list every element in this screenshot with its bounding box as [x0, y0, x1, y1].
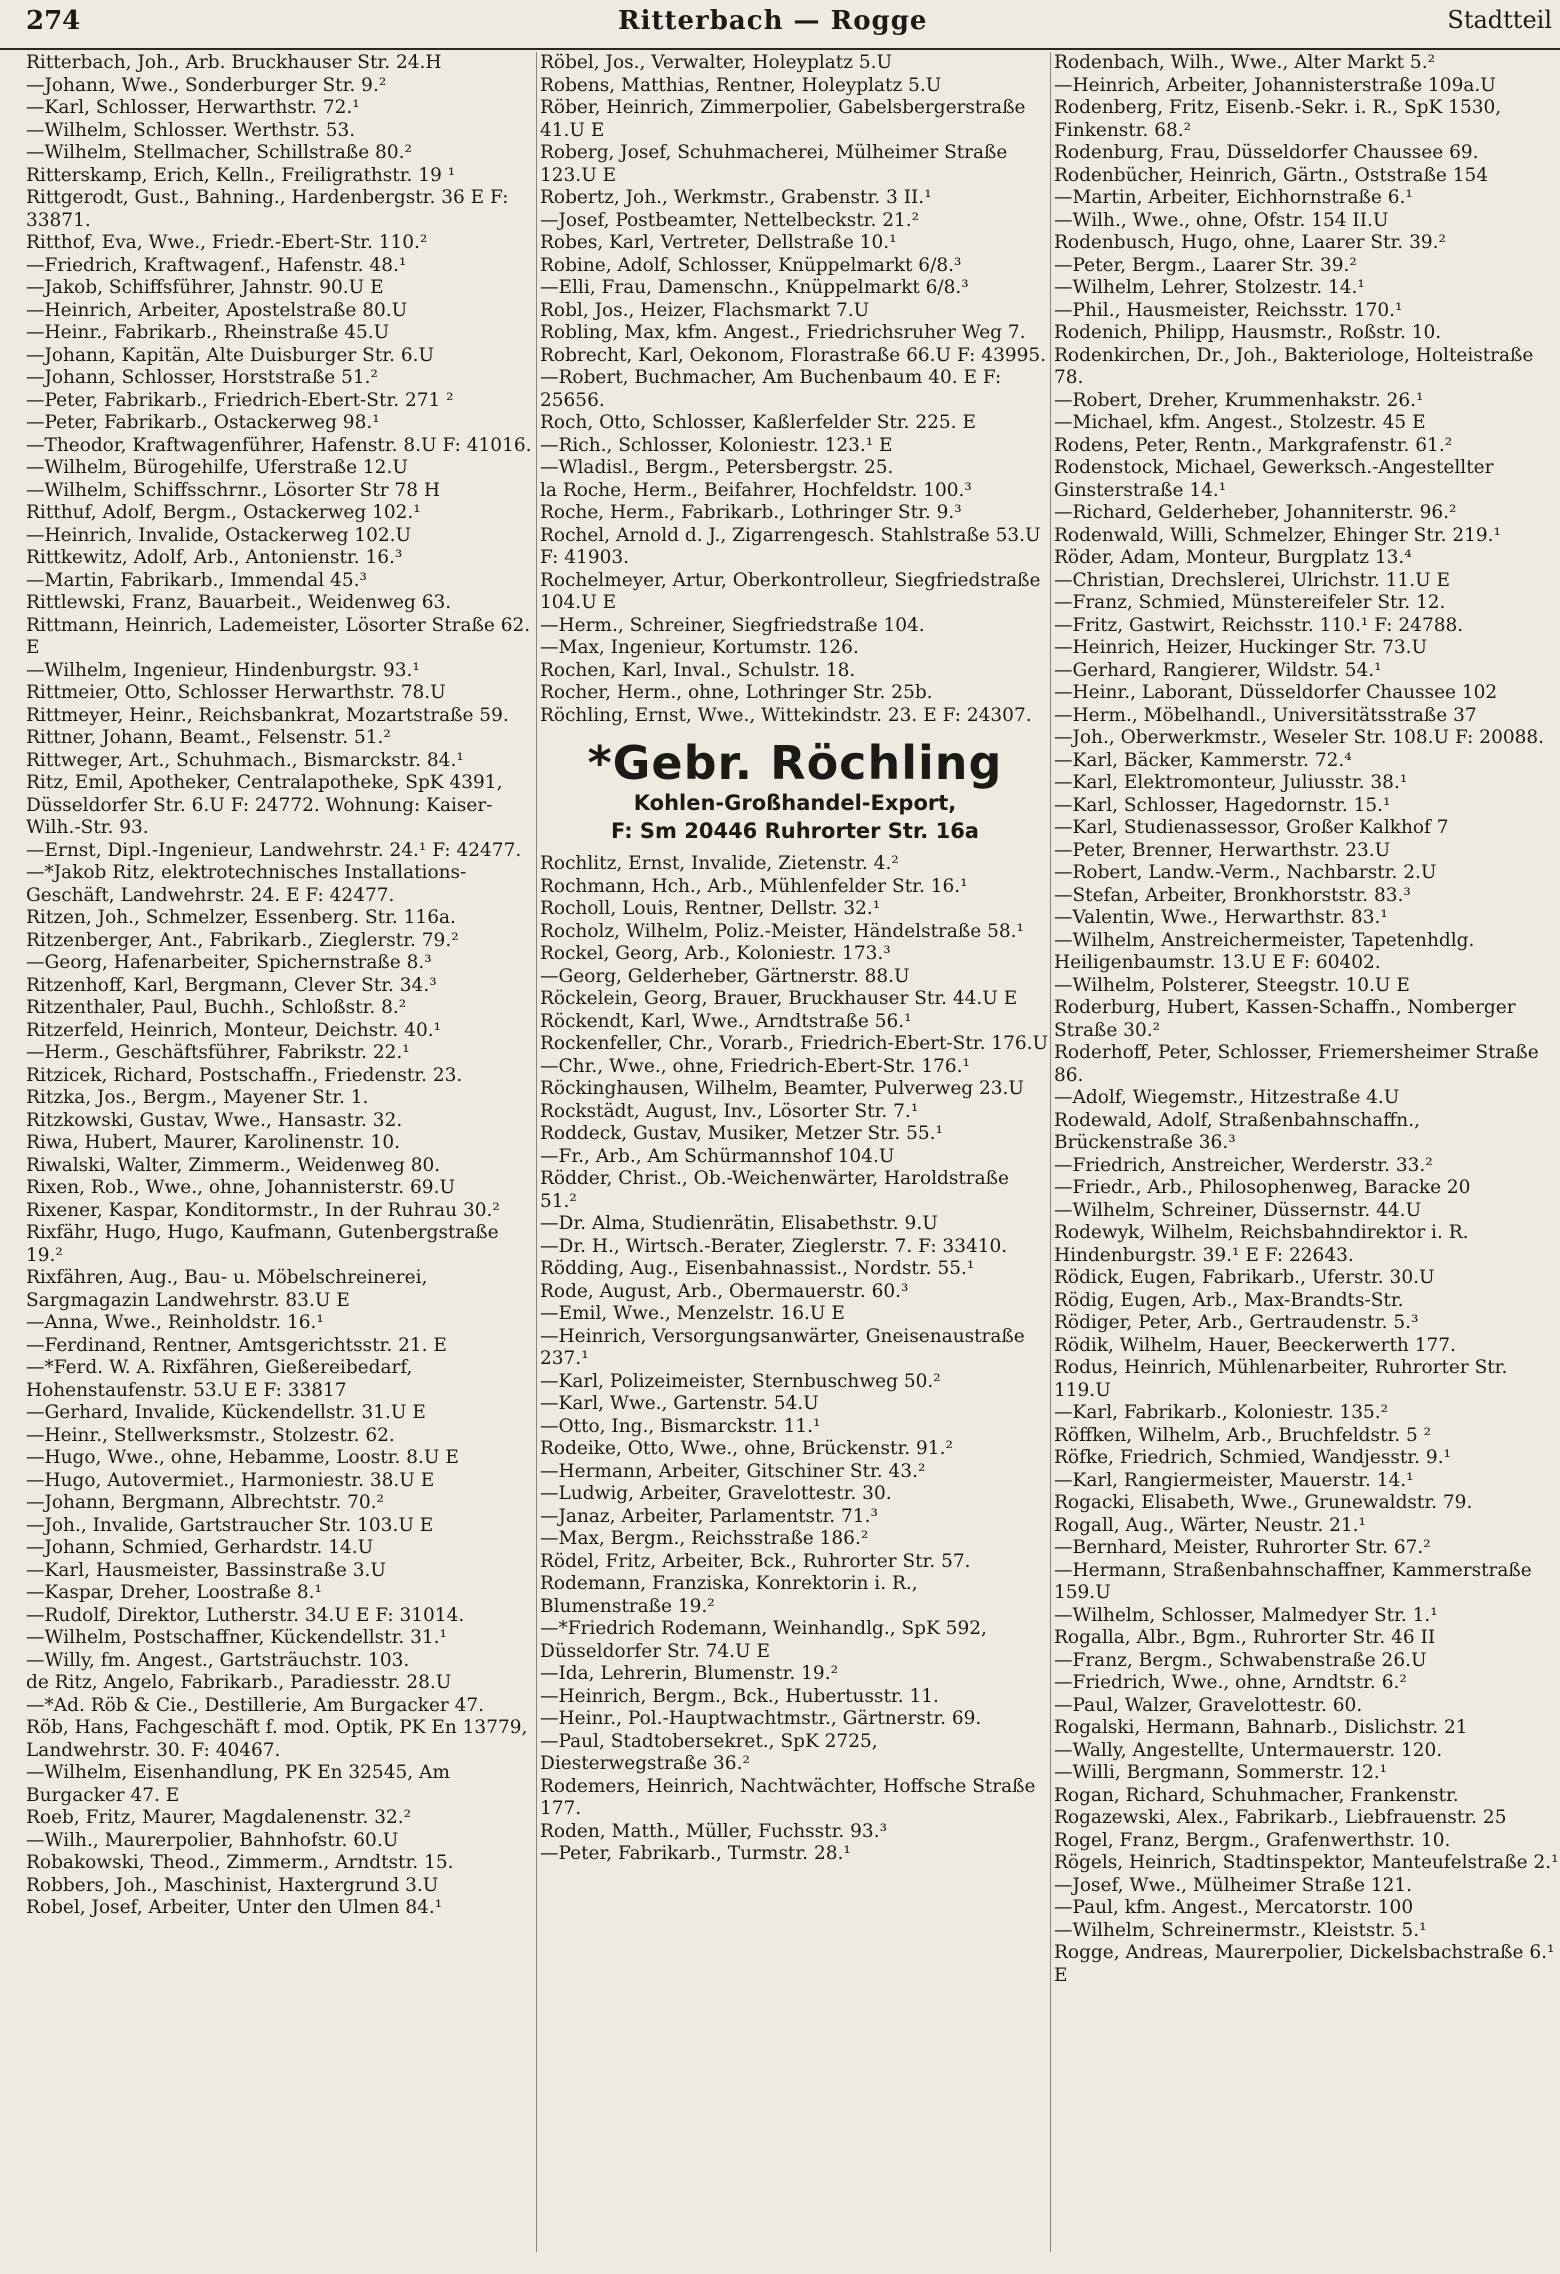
directory-entry: Robine, Adolf, Schlosser, Knüppelmarkt 6/8.³ [540, 254, 962, 276]
directory-entry: Rodenstock, Michael, Gewerksch.-Angestellter Ginsterstraße 14.¹ [1054, 457, 1494, 501]
directory-entry: Rittmann, Heinrich, Lademeister, Lösorter Straße 62. E [26, 614, 531, 658]
directory-entry: Robertz, Joh., Werkmstr., Grabenstr. 3 II.¹ [540, 187, 932, 208]
directory-entry: —Michael, kfm. Angest., Stolzestr. 45 E [1054, 412, 1426, 433]
directory-entry: Rogel, Franz, Bergm., Grafenwerthstr. 10. [1054, 1829, 1451, 1851]
directory-entry: —Willi, Bergmann, Sommerstr. 12.¹ [1054, 1762, 1388, 1783]
directory-entry: Röffken, Wilhelm, Arb., Bruchfeldstr. 5 ² [1054, 1424, 1432, 1446]
directory-entry: —Dr. H., Wirtsch.-Berater, Zieglerstr. 7. F: 33410. [540, 1235, 1008, 1257]
directory-entry: —Heinrich, Bergm., Bck., Hubertusstr. 11. [540, 1685, 939, 1707]
directory-entry: Rödig, Eugen, Arb., Max-Brandts-Str. [1054, 1289, 1404, 1311]
directory-entry: Roeb, Fritz, Maurer, Magdalenenstr. 32.² [26, 1807, 412, 1828]
directory-entry: —Wilh., Maurerpolier, Bahnhofstr. 60.U [26, 1829, 399, 1851]
directory-entry: —Karl, Polizeimeister, Sternbuschweg 50.² [540, 1370, 941, 1392]
advertisement [540, 737, 1050, 845]
directory-entry: —Heinrich, Versorgungsanwärter, Gneisenaustraße 237.¹ [540, 1325, 1025, 1369]
advertisement-line: F: Sm 20446 Ruhrorter Str. 16a [611, 819, 979, 843]
directory-entry: Röber, Heinrich, Zimmerpolier, Gabelsbergerstraße 41.U E [540, 97, 1026, 141]
directory-entry: —Chr., Wwe., ohne, Friedrich-Ebert-Str. 176.¹ [540, 1055, 970, 1077]
directory-entry: —*Ferd. W. A. Rixfähren, Gießereibedarf, Hohenstaufenstr. 53.U E F: 33817 [26, 1357, 413, 1401]
directory-entry: Rochen, Karl, Inval., Schulstr. 18. [540, 659, 856, 681]
directory-entry: —Heinrich, Heizer, Huckinger Str. 73.U [1054, 637, 1428, 658]
column-divider [536, 52, 537, 2252]
directory-entry: Rodemers, Heinrich, Nachtwächter, Hoffsche Straße 177. [540, 1775, 1036, 1819]
directory-entry: Rogalski, Hermann, Bahnarb., Dislichstr. 21 [1054, 1717, 1468, 1738]
directory-entry: —Herm., Schreiner, Siegfriedstraße 104. [540, 614, 925, 636]
directory-entry: —Fritz, Gastwirt, Reichsstr. 110.¹ F: 24788. [1054, 614, 1464, 636]
directory-entry: —Herm., Möbelhandl., Universitätsstraße 37 [1054, 704, 1477, 726]
directory-entry: —Peter, Fabrikarb., Friedrich-Ebert-Str. 271 ² [26, 389, 454, 411]
directory-entry: —Wilh., Wwe., ohne, Ofstr. 154 II.U [1054, 209, 1389, 231]
directory-entry: Rixfähren, Aug., Bau- u. Möbelschreinerei, Sargmagazin Landwehrstr. 83.U E [26, 1267, 428, 1311]
directory-entry: Röder, Adam, Monteur, Burgplatz 13.⁴ [1054, 547, 1412, 568]
directory-entry: Robes, Karl, Vertreter, Dellstraße 10.¹ [540, 232, 897, 253]
directory-entry: Robrecht, Karl, Oekonom, Florastraße 66.U F: 43995. [540, 344, 1047, 366]
directory-entry: —*Friedrich Rodemann, Weinhandlg., SpK 592, Düsseldorfer Str. 74.U E [540, 1618, 987, 1662]
directory-entry: Rödder, Christ., Ob.-Weichenwärter, Haroldstraße 51.² [540, 1168, 1009, 1212]
directory-entry: —Karl, Rangiermeister, Mauerstr. 14.¹ [1054, 1469, 1414, 1491]
directory-entry: Ritz, Emil, Apotheker, Centralapotheke, SpK 4391, Düsseldorfer Str. 6.U F: 24772. Wohnung: Kaiser-Wilh.-Str. 93. [26, 772, 503, 838]
directory-entry: Rixen, Rob., Wwe., ohne, Johannisterstr. 69.U [26, 1177, 456, 1198]
directory-entry: Robel, Josef, Arbeiter, Unter den Ulmen 84.¹ [26, 1897, 443, 1918]
directory-entry: Rodewyk, Wilhelm, Reichsbahndirektor i. R. Hindenburgstr. 39.¹ E F: 22643. [1054, 1222, 1469, 1266]
directory-entry: Roden, Matth., Müller, Fuchsstr. 93.³ [540, 1820, 888, 1842]
directory-entry: Rögels, Heinrich, Stadtinspektor, Manteufelstraße 2.¹ [1054, 1852, 1559, 1873]
directory-entry: Röckelein, Georg, Brauer, Bruckhauser Str. 44.U E [540, 988, 1018, 1009]
directory-entry: Rockenfeller, Chr., Vorarb., Friedrich-Ebert-Str. 176.U [540, 1033, 1049, 1054]
directory-entry: Röchling, Ernst, Wwe., Wittekindstr. 23. E F: 24307. [540, 704, 1032, 726]
page-title: Ritterbach — Rogge [618, 6, 928, 36]
directory-entry: —Johann, Schlosser, Horststraße 51.² [26, 367, 378, 388]
directory-entry: —Karl, Studienassessor, Großer Kalkhof 7 [1054, 817, 1449, 838]
section-label: Stadtteil [1447, 6, 1552, 34]
directory-entry: —Robert, Dreher, Krummenhakstr. 26.¹ [1054, 389, 1424, 411]
directory-entry: Ritzicek, Richard, Postschaffn., Friedenstr. 23. [26, 1064, 463, 1086]
directory-entry: Roderburg, Hubert, Kassen-Schaffn., Nomberger Straße 30.² [1054, 997, 1516, 1041]
directory-entry: —Wilhelm, Bürogehilfe, Uferstraße 12.U [26, 457, 408, 478]
directory-entry: —Heinr., Pol.-Hauptwachtmstr., Gärtnerstr. 69. [540, 1708, 982, 1729]
directory-entry: —Gerhard, Rangierer, Wildstr. 54.¹ [1054, 659, 1382, 681]
directory-entry: Robens, Matthias, Rentner, Holeyplatz 5.U [540, 74, 942, 96]
directory-entry: —Karl, Hausmeister, Bassinstraße 3.U [26, 1559, 386, 1581]
directory-entry: Rogge, Andreas, Maurerpolier, Dickelsbachstraße 6.¹ E [1054, 1942, 1555, 1986]
directory-entry: —Wilhelm, Postschaffner, Kückendellstr. 31.¹ [26, 1627, 447, 1648]
directory-entry: —Wilhelm, Eisenhandlung, PK En 32545, Am Burgacker 47. E [26, 1762, 450, 1806]
directory-entry: —Wilhelm, Stellmacher, Schillstraße 80.² [26, 142, 412, 163]
directory-entry: —Heinrich, Invalide, Ostackerweg 102.U [26, 524, 412, 546]
directory-entry: —Robert, Landw.-Verm., Nachbarstr. 2.U [1054, 862, 1437, 883]
directory-entry: —Karl, Wwe., Gartenstr. 54.U [540, 1393, 819, 1414]
directory-entry: Rodeike, Otto, Wwe., ohne, Brückenstr. 91.² [540, 1438, 953, 1459]
directory-entry: —Kaspar, Dreher, Loostraße 8.¹ [26, 1582, 322, 1603]
directory-entry: —Heinr., Laborant, Düsseldorfer Chaussee 102 [1054, 682, 1498, 703]
directory-entry: —*Jakob Ritz, elektrotechnisches Installations-Geschäft, Landwehrstr. 24. E F: 42477. [26, 862, 467, 906]
directory-entry: —Hermann, Straßenbahnschaffner, Kammerstraße 159.U [1054, 1559, 1532, 1603]
directory-entry: —Peter, Brenner, Herwarthstr. 23.U [1054, 839, 1391, 861]
directory-entry: —Otto, Ing., Bismarckstr. 11.¹ [540, 1415, 821, 1437]
directory-entry: —Josef, Wwe., Mülheimer Straße 121. [1054, 1874, 1413, 1896]
directory-entry: Rocholz, Wilhelm, Poliz.-Meister, Händelstraße 58.¹ [540, 920, 1024, 942]
directory-entry: —Joh., Oberwerkmstr., Weseler Str. 108.U F: 20088. [1054, 727, 1545, 748]
directory-entry: —Joh., Invalide, Gartstraucher Str. 103.U E [26, 1514, 434, 1536]
directory-entry: Rogall, Aug., Wärter, Neustr. 21.¹ [1054, 1514, 1366, 1536]
directory-entry: Riwa, Hubert, Maurer, Karolinenstr. 10. [26, 1132, 400, 1153]
directory-entry: Rittweger, Art., Schuhmach., Bismarckstr. 84.¹ [26, 749, 464, 771]
directory-entry: —Emil, Wwe., Menzelstr. 16.U E [540, 1303, 845, 1324]
directory-entry: —Karl, Elektromonteur, Juliusstr. 38.¹ [1054, 772, 1408, 793]
directory-entry: Ritzkowski, Gustav, Wwe., Hansastr. 32. [26, 1109, 403, 1131]
column-1 [26, 52, 536, 1920]
directory-entry: Ritzka, Jos., Bergm., Mayener Str. 1. [26, 1087, 369, 1108]
directory-entry: Rodenberg, Fritz, Eisenb.-Sekr. i. R., SpK 1530, Finkenstr. 68.² [1054, 97, 1502, 141]
directory-entry: —*Ad. Röb & Cie., Destillerie, Am Burgacker 47. [26, 1694, 485, 1716]
directory-entry: Röb, Hans, Fachgeschäft f. mod. Optik, PK En 13779, Landwehrstr. 30. F: 40467. [26, 1717, 528, 1761]
directory-entry: Rocher, Herm., ohne, Lothringer Str. 25b. [540, 682, 933, 703]
directory-entry: —Wilhelm, Schlosser. Werthstr. 53. [26, 119, 356, 141]
directory-entry: Röfke, Friedrich, Schmied, Wandjesstr. 9.¹ [1054, 1447, 1451, 1468]
directory-entry: —Rich., Schlosser, Koloniestr. 123.¹ E [540, 434, 893, 456]
directory-entry: —Jakob, Schiffsführer, Jahnstr. 90.U E [26, 277, 384, 298]
directory-entry: Robakowski, Theod., Zimmerm., Arndtstr. 15. [26, 1852, 454, 1873]
directory-entry: —Wilhelm, Schlosser, Malmedyer Str. 1.¹ [1054, 1604, 1438, 1626]
directory-entry: Rodenkirchen, Dr., Joh., Bakteriologe, Holteistraße 78. [1054, 344, 1534, 388]
directory-entry: —Ferdinand, Rentner, Amtsgerichtsstr. 21. E [26, 1334, 447, 1356]
directory-entry: Ritzenhoff, Karl, Bergmann, Clever Str. 34.³ [26, 974, 437, 996]
directory-entry: —Christian, Drechslerei, Ulrichstr. 11.U E [1054, 569, 1451, 591]
directory-entry: —Wilhelm, Schreinermstr., Kleiststr. 5.¹ [1054, 1919, 1427, 1941]
directory-entry: —Wilhelm, Anstreichermeister, Tapetenhdlg. Heiligenbaumstr. 13.U E F: 60402. [1054, 929, 1475, 973]
directory-entry: Rodenburg, Frau, Düsseldorfer Chaussee 69. [1054, 142, 1479, 163]
directory-entry: —Wilhelm, Schiffsschrnr., Lösorter Str 78 H [26, 479, 440, 501]
directory-entry: Roch, Otto, Schlosser, Kaßlerfelder Str. 225. E [540, 412, 976, 433]
directory-entry: Ritzenberger, Ant., Fabrikarb., Zieglerstr. 79.² [26, 929, 459, 951]
directory-entry: —Heinr., Stellwerksmstr., Stolzestr. 62. [26, 1424, 395, 1446]
advertisement-title: *Gebr. Röchling [587, 736, 1003, 790]
directory-entry: —Theodor, Kraftwagenführer, Hafenstr. 8.U F: 41016. [26, 434, 532, 456]
directory-entry: Rochel, Arnold d. J., Zigarrengesch. Stahlstraße 53.U F: 41903. [540, 524, 1041, 568]
directory-entry: —Dr. Alma, Studienrätin, Elisabethstr. 9.U [540, 1213, 938, 1234]
directory-entry: Riwalski, Walter, Zimmerm., Weidenweg 80. [26, 1154, 441, 1176]
directory-entry: —Wladisl., Bergm., Petersbergstr. 25. [540, 457, 894, 478]
directory-entry: —Max, Bergm., Reichsstraße 186.² [540, 1528, 869, 1549]
directory-entry: —Fr., Arb., Am Schürmannshof 104.U [540, 1145, 895, 1167]
directory-entry: Rochelmeyer, Artur, Oberkontrolleur, Siegfriedstraße 104.U E [540, 569, 1041, 613]
directory-entry: Ritzen, Joh., Schmelzer, Essenberg. Str. 116a. [26, 907, 456, 928]
directory-entry: —Wilhelm, Polsterer, Steegstr. 10.U E [1054, 974, 1410, 996]
directory-entry: Rixfähr, Hugo, Hugo, Kaufmann, Gutenbergstraße 19.² [26, 1222, 499, 1266]
directory-entry: —Janaz, Arbeiter, Parlamentstr. 71.³ [540, 1505, 878, 1527]
directory-entry: —Franz, Bergm., Schwabenstraße 26.U [1054, 1649, 1427, 1671]
directory-entry: Rittmeyer, Heinr., Reichsbankrat, Mozartstraße 59. [26, 704, 509, 726]
directory-entry: —Martin, Arbeiter, Eichhornstraße 6.¹ [1054, 187, 1413, 208]
directory-entry: —Stefan, Arbeiter, Bronkhorststr. 83.³ [1054, 884, 1411, 906]
directory-entry: —Wilhelm, Ingenieur, Hindenburgstr. 93.¹ [26, 659, 420, 681]
directory-entry: Röckinghausen, Wilhelm, Beamter, Pulverweg 23.U [540, 1078, 1025, 1099]
directory-entry: —Paul, Stadtobersekret., SpK 2725, Diesterwegstraße 36.² [540, 1730, 878, 1774]
directory-entry: Röckendt, Karl, Wwe., Arndtstraße 56.¹ [540, 1010, 912, 1032]
directory-entry: Rittlewski, Franz, Bauarbeit., Weidenweg 63. [26, 592, 452, 613]
directory-entry: Rödding, Aug., Eisenbahnassist., Nordstr. 55.¹ [540, 1258, 975, 1279]
directory-entry: Rogan, Richard, Schuhmacher, Frankenstr. [1054, 1784, 1459, 1806]
directory-entry: —Heinrich, Arbeiter, Johannisterstraße 109a.U [1054, 74, 1496, 96]
directory-entry: Roderhoff, Peter, Schlosser, Friemersheimer Straße 86. [1054, 1042, 1539, 1086]
directory-entry: Robbers, Joh., Maschinist, Haxtergrund 3.U [26, 1874, 439, 1896]
directory-entry: Roddeck, Gustav, Musiker, Metzer Str. 55.¹ [540, 1123, 943, 1144]
directory-entry: —Hermann, Arbeiter, Gitschiner Str. 43.² [540, 1460, 926, 1482]
directory-entry: Rodenbach, Wilh., Wwe., Alter Markt 5.² [1054, 52, 1435, 73]
directory-entry: —Gerhard, Invalide, Kückendellstr. 31.U E [26, 1402, 426, 1423]
directory-entry: Roberg, Josef, Schuhmacherei, Mülheimer Straße 123.U E [540, 142, 1008, 186]
directory-entry: Rodens, Peter, Rentn., Markgrafenstr. 61.² [1054, 434, 1453, 456]
directory-entry: —Martin, Fabrikarb., Immendal 45.³ [26, 569, 367, 591]
directory-entry: —Herm., Geschäftsführer, Fabrikstr. 22.¹ [26, 1042, 410, 1063]
directory-entry: la Roche, Herm., Beifahrer, Hochfeldstr. 100.³ [540, 479, 972, 501]
directory-entry: Rittgerodt, Gust., Bahning., Hardenbergstr. 36 E F: 33871. [26, 187, 509, 231]
directory-entry: Ritthuf, Adolf, Bergm., Ostackerweg 102.¹ [26, 502, 421, 523]
directory-entry: —Heinrich, Arbeiter, Apostelstraße 80.U [26, 299, 408, 321]
directory-entry: —Paul, Walzer, Gravelottestr. 60. [1054, 1694, 1363, 1716]
directory-entry: —Wilhelm, Schreiner, Düssernstr. 44.U [1054, 1199, 1422, 1221]
directory-entry: —Karl, Schlosser, Hagedornstr. 15.¹ [1054, 794, 1391, 816]
column-divider [1050, 52, 1051, 2252]
directory-entry: —Heinr., Fabrikarb., Rheinstraße 45.U [26, 322, 390, 343]
directory-entry: Roche, Herm., Fabrikarb., Lothringer Str. 9.³ [540, 502, 962, 523]
directory-entry: —Josef, Postbeamter, Nettelbeckstr. 21.² [540, 209, 920, 231]
directory-entry: —Karl, Bäcker, Kammerstr. 72.⁴ [1054, 749, 1352, 771]
directory-entry: Rogalla, Albr., Bgm., Ruhrorter Str. 46 II [1054, 1627, 1436, 1648]
directory-entry: —Karl, Schlosser, Herwarthstr. 72.¹ [26, 97, 360, 118]
directory-entry: —Ernst, Dipl.-Ingenieur, Landwehrstr. 24.¹ F: 42477. [26, 839, 522, 861]
directory-entry: Ritzenthaler, Paul, Buchh., Schloßstr. 8.² [26, 997, 407, 1018]
directory-entry: Rodemann, Franziska, Konrektorin i. R., Blumenstraße 19.² [540, 1573, 918, 1617]
directory-entry: Rochlitz, Ernst, Invalide, Zietenstr. 4.² [540, 853, 899, 874]
directory-entry: —Anna, Wwe., Reinholdstr. 16.¹ [26, 1312, 324, 1333]
directory-entry: Rodenbücher, Heinrich, Gärtn., Oststraße 154 [1054, 164, 1489, 186]
directory-entry: —Ida, Lehrerin, Blumenstr. 19.² [540, 1663, 838, 1684]
directory-entry: Ritthof, Eva, Wwe., Friedr.-Ebert-Str. 110.² [26, 232, 428, 253]
directory-entry: Robling, Max, kfm. Angest., Friedrichsruher Weg 7. [540, 322, 1026, 343]
directory-entry: —Wally, Angestellte, Untermauerstr. 120. [1054, 1739, 1443, 1761]
directory-entry: —Max, Ingenieur, Kortumstr. 126. [540, 637, 859, 658]
directory-entry: Rödel, Fritz, Arbeiter, Bck., Ruhrorter Str. 57. [540, 1550, 971, 1572]
directory-entry: —Johann, Schmied, Gerhardstr. 14.U [26, 1537, 374, 1558]
directory-entry: Rockel, Georg, Arb., Koloniestr. 173.³ [540, 943, 891, 964]
column-2 [540, 52, 1050, 1866]
directory-entry: Rogacki, Elisabeth, Wwe., Grunewaldstr. 79. [1054, 1492, 1473, 1513]
directory-entry: Rodewald, Adolf, Straßenbahnschaffn., Brückenstraße 36.³ [1054, 1109, 1420, 1153]
directory-entry: Rodenich, Philipp, Hausmstr., Roßstr. 10. [1054, 322, 1442, 343]
directory-entry: Rogazewski, Alex., Fabrikarb., Liebfrauenstr. 25 [1054, 1807, 1507, 1828]
directory-entry: Rodenbusch, Hugo, ohne, Laarer Str. 39.² [1054, 232, 1446, 253]
directory-entry: —Johann, Kapitän, Alte Duisburger Str. 6.U [26, 344, 435, 366]
directory-entry: Röbel, Jos., Verwalter, Holeyplatz 5.U [540, 52, 893, 73]
directory-entry: Rocholl, Louis, Rentner, Dellstr. 32.¹ [540, 898, 881, 919]
directory-entry: Rixener, Kaspar, Konditormstr., In der Ruhrau 30.² [26, 1199, 500, 1221]
directory-entry: —Peter, Fabrikarb., Ostackerweg 98.¹ [26, 412, 380, 433]
directory-entry: Rödik, Wilhelm, Hauer, Beeckerwerth 177. [1054, 1334, 1456, 1356]
directory-entry: Rittmeier, Otto, Schlosser Herwarthstr. 78.U [26, 682, 446, 703]
directory-entry: Ritterskamp, Erich, Kelln., Freiligrathstr. 19 ¹ [26, 164, 456, 186]
directory-entry: Rodus, Heinrich, Mühlenarbeiter, Ruhrorter Str. 119.U [1054, 1357, 1508, 1401]
directory-entry: —Georg, Hafenarbeiter, Spichernstraße 8.³ [26, 952, 432, 973]
directory-entry: —Wilhelm, Lehrer, Stolzestr. 14.¹ [1054, 277, 1365, 298]
directory-entry: —Richard, Gelderheber, Johanniterstr. 96.² [1054, 502, 1457, 523]
directory-entry: Rödick, Eugen, Fabrikarb., Uferstr. 30.U [1054, 1267, 1435, 1288]
directory-entry: —Peter, Bergm., Laarer Str. 39.² [1054, 254, 1357, 276]
directory-entry: —Phil., Hausmeister, Reichsstr. 170.¹ [1054, 299, 1403, 321]
directory-entry: —Karl, Fabrikarb., Koloniestr. 135.² [1054, 1402, 1389, 1423]
directory-entry: —Willy, fm. Angest., Gartsträuchstr. 103. [26, 1649, 410, 1671]
page-number: 274 [26, 6, 81, 36]
directory-entry: —Friedrich, Kraftwagenf., Hafenstr. 48.¹ [26, 254, 407, 276]
directory-entry: Ritterbach, Joh., Arb. Bruckhauser Str. 24.H [26, 52, 442, 73]
directory-entry: —Peter, Fabrikarb., Turmstr. 28.¹ [540, 1843, 851, 1864]
directory-entry: —Adolf, Wiegemstr., Hitzestraße 4.U [1054, 1087, 1400, 1108]
directory-entry: Rittner, Johann, Beamt., Felsenstr. 51.² [26, 727, 391, 748]
directory-entry: —Johann, Bergmann, Albrechtstr. 70.² [26, 1492, 384, 1513]
directory-entry: Robl, Jos., Heizer, Flachsmarkt 7.U [540, 299, 870, 321]
directory-entry: —Hugo, Wwe., ohne, Hebamme, Loostr. 8.U E [26, 1447, 459, 1468]
directory-entry: —Friedrich, Wwe., ohne, Arndtstr. 6.² [1054, 1672, 1407, 1693]
directory-entry: —Elli, Frau, Damenschn., Knüppelmarkt 6/8.³ [540, 277, 969, 298]
column-3 [1054, 52, 1560, 1987]
directory-entry: Ritzerfeld, Heinrich, Monteur, Deichstr. 40.¹ [26, 1019, 442, 1041]
directory-entry: Rode, August, Arb., Obermauerstr. 60.³ [540, 1280, 909, 1302]
directory-entry: —Bernhard, Meister, Ruhrorter Str. 67.² [1054, 1537, 1431, 1558]
directory-entry: Rittkewitz, Adolf, Arb., Antonienstr. 16.³ [26, 547, 403, 568]
directory-entry: de Ritz, Angelo, Fabrikarb., Paradiesstr. 28.U [26, 1672, 452, 1693]
directory-entry: Rockstädt, August, Inv., Lösorter Str. 7.¹ [540, 1100, 919, 1122]
directory-entry: —Paul, kfm. Angest., Mercatorstr. 100 [1054, 1897, 1414, 1918]
page-header [0, 0, 1560, 50]
directory-entry: —Robert, Buchmacher, Am Buchenbaum 40. E F: 25656. [540, 367, 1002, 411]
directory-entry: —Friedrich, Anstreicher, Werderstr. 33.² [1054, 1154, 1433, 1176]
directory-entry: Rochmann, Hch., Arb., Mühlenfelder Str. 16.¹ [540, 875, 968, 897]
directory-entry: —Hugo, Autovermiet., Harmoniestr. 38.U E [26, 1469, 435, 1491]
directory-entry: —Friedr., Arb., Philosophenweg, Baracke 20 [1054, 1177, 1471, 1198]
directory-entry: —Georg, Gelderheber, Gärtnerstr. 88.U [540, 965, 910, 987]
advertisement-line: Kohlen-Großhandel-Export, [633, 791, 957, 815]
directory-entry: —Johann, Wwe., Sonderburger Str. 9.² [26, 74, 387, 96]
directory-entry: —Ludwig, Arbeiter, Gravelottestr. 30. [540, 1483, 892, 1504]
directory-entry: —Franz, Schmied, Münstereifeler Str. 12. [1054, 592, 1446, 613]
directory-entry: Rodenwald, Willi, Schmelzer, Ehinger Str. 219.¹ [1054, 524, 1501, 546]
directory-entry: Rödiger, Peter, Arb., Gertraudenstr. 5.³ [1054, 1312, 1419, 1333]
directory-entry: —Rudolf, Direktor, Lutherstr. 34.U E F: 31014. [26, 1604, 465, 1626]
directory-entry: —Valentin, Wwe., Herwarthstr. 83.¹ [1054, 907, 1388, 928]
